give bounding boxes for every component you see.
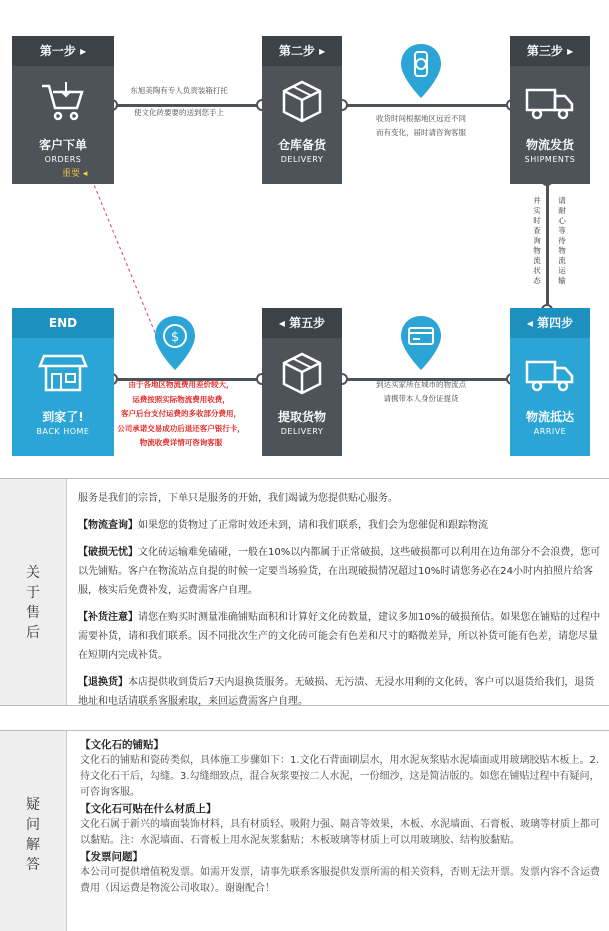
- item-text: 本店提供收到货后7天内退换货服务。无破损、无污渍、无浸水用剩的文化砖，客户可以退货给我们，退货地址和电话请联系客服索取，来回运费需客户自理。: [78, 677, 595, 707]
- after-sales-label-char: 售: [26, 605, 40, 621]
- step-3-box: [510, 36, 590, 184]
- step-1-subtitle: ORDERS: [44, 155, 82, 164]
- faq-label-char: 问: [26, 817, 40, 833]
- payment-card-pin-icon: [398, 314, 444, 372]
- end-subtitle: BACK HOME: [36, 427, 90, 436]
- faq-heading: 【文化石可贴在什么材质上】: [80, 803, 217, 815]
- item-heading: 【破损无忧】: [78, 547, 138, 558]
- watch-pin-icon: [398, 42, 444, 100]
- truck-arrive-icon: [523, 348, 577, 400]
- faq-text: 文化石属于新兴的墙面装饰材料，具有材质轻、吸附力强、隔音等效果，木板、水泥墙面、石膏板、玻璃等材质上都可以黏贴。注：水泥墙面、石膏板上用水泥灰浆黏贴；木板玻璃等材质上可以用玻璃胶、结构胶黏贴。: [80, 819, 600, 846]
- shipping-fee-line: 公司承诺交易成功后退还客户银行卡，: [117, 423, 245, 433]
- step-5-box: [262, 308, 342, 456]
- shipping-fee-line: 运费按照实际物流费用收费，: [132, 394, 230, 404]
- step-1-box: [12, 36, 114, 184]
- faq-label-char: 疑: [26, 797, 40, 813]
- after-sales-item: [78, 543, 603, 600]
- end-header: END: [12, 308, 114, 338]
- faq-label-char: 解: [26, 837, 40, 853]
- after-sales-item: [78, 516, 603, 535]
- after-sales-intro: 服务是我们的宗旨，下单只是服务的开始，我们竭诚为您提供贴心服务。: [78, 493, 398, 504]
- after-sales-item: [78, 673, 603, 711]
- item-heading: 【补货注意】: [78, 612, 138, 623]
- faq-text: 本公司可提供增值税发票。如需开发票，请事先联系客服提供发票所需的相关资料，否则无法开票。发票内容不含运费费用（因运费是物流公司收取）。谢谢配合！: [80, 867, 600, 894]
- shipping-fee-line: 物流收费详情可咨询客服: [139, 438, 223, 447]
- note-4-5: [350, 378, 492, 406]
- package-box-icon: [275, 348, 329, 400]
- note-shipping-fee: [92, 378, 270, 451]
- after-sales-content: [78, 489, 603, 719]
- faq-heading: 【发票问题】: [80, 851, 143, 863]
- after-sales-label-char: 于: [26, 585, 40, 601]
- step-5-title: 提取货物: [277, 410, 326, 424]
- after-sales-label-char: 关: [26, 565, 40, 581]
- step-2-box: [262, 36, 342, 184]
- item-heading: 【退换货】: [78, 677, 128, 688]
- package-box-icon: [275, 76, 329, 128]
- step-3-subtitle: SHIPMENTS: [524, 155, 576, 164]
- step-1-title: 客户下单: [38, 138, 87, 152]
- home-store-icon: [36, 348, 90, 400]
- step-5-header: ◂ 第五步: [262, 308, 342, 338]
- note-3-4-right: 请耐心等待物流运输: [558, 196, 566, 285]
- after-sales-label-char: 后: [26, 625, 40, 641]
- item-text: 请您在购买时测量准确铺贴面积和计算好文化砖数量，建议多加10%的破损预估。如果您在铺贴的过程中需要补货，请和我们联系。因不同批次生产的文化砖可能会有色差和尺寸的略微差异，所以补货可能有色差，请您尽量在短期内完成补货。: [78, 612, 601, 661]
- note-2-3-line: 收货时间根据地区远近不同: [376, 114, 466, 123]
- delivery-truck-icon: [523, 76, 577, 128]
- step-3-title: 物流发货: [525, 138, 574, 152]
- step-1-header: 第一步 ▸: [12, 36, 114, 66]
- faq-sidebar: [0, 731, 67, 931]
- note-1-2: [114, 84, 244, 120]
- step-2-header: 第二步 ▸: [262, 36, 342, 66]
- svg-text:$: $: [170, 330, 180, 345]
- shipping-fee-line: 客户后台支付运费的多收部分费用，: [121, 409, 241, 418]
- step-4-header: ◂ 第四步: [510, 308, 590, 338]
- item-text: 如果您的货物过了正常时效还未到，请和我们联系，我们会为您催促和跟踪物流: [138, 520, 488, 531]
- step-2-title: 仓库备货: [277, 138, 326, 152]
- note-1-2-line: 东旭美陶有专人负责装箱打托: [130, 86, 228, 95]
- note-4-5-line: 请携带本人身份证提货: [383, 394, 459, 403]
- faq-text: 文化石的铺贴和瓷砖类似，具体施工步骤如下：1.文化石背面刷层水，用水泥灰浆贴水泥墙面或用玻璃胶贴木板上。2.待文化石干后，勾缝。3.勾缝细致点，混合灰浆要按二人水泥，一份细沙，这是简洁版的。如您在铺贴过程中有疑问，可咨询客服。: [80, 755, 600, 798]
- step-4-title: 物流抵达: [525, 410, 574, 424]
- shipping-fee-line: 由于各地区物流费用差价较大，: [128, 380, 234, 389]
- faq-label-char: 答: [26, 857, 40, 873]
- after-sales-section: [0, 478, 609, 706]
- item-heading: 【物流查询】: [78, 520, 138, 531]
- note-2-3-line: 而有变化，届时请咨询客服: [376, 128, 466, 137]
- note-3-4-left: 并实时查询物流状态: [533, 196, 541, 285]
- shopping-cart-icon: [36, 76, 90, 128]
- step-2-subtitle: DELIVERY: [280, 155, 324, 164]
- faq-content: [80, 737, 603, 897]
- after-sales-sidebar: [0, 479, 67, 705]
- step-3-header: 第三步 ▸: [510, 36, 590, 66]
- step-5-subtitle: DELIVERY: [280, 427, 324, 436]
- step-4-subtitle: ARRIVE: [533, 427, 567, 436]
- note-2-3: [350, 112, 492, 140]
- important-badge: 重要 ◂: [62, 169, 88, 179]
- note-1-2-line: 使文化砖要要的送到您手上: [134, 108, 224, 117]
- dollar-coin-pin-icon: [152, 314, 198, 372]
- faq-section: [0, 730, 609, 931]
- after-sales-item: [78, 608, 603, 665]
- note-4-5-line: 到达买家所在城市的物流点: [376, 380, 466, 389]
- faq-heading: 【文化石的铺贴】: [80, 739, 164, 751]
- end-title: 到家了!: [42, 410, 84, 424]
- step-4-box: [510, 308, 590, 456]
- item-text: 文化砖运输难免磕碰，一般在10%以内都属于正常破损，这些破损都可以利用在边角部分不会浪费，您可以先铺贴。客户在物流站点自提的时候一定要当场验货，在出现破损情况超过10%时请您务必在24小时内拍照片给客服，核实后免费补发，运费需客户自理。: [78, 547, 601, 596]
